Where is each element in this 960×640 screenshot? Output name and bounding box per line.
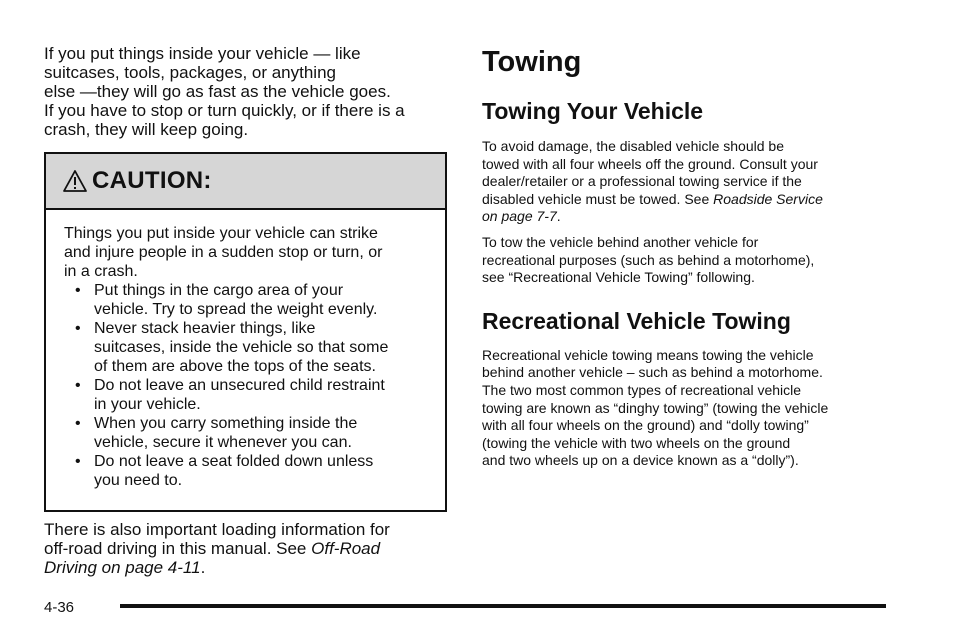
caution-bullet (64, 452, 429, 490)
warning-triangle-icon (62, 169, 88, 193)
para-line (482, 191, 902, 209)
caution-bullet (64, 376, 429, 414)
outro-line (44, 558, 448, 577)
page-title: Towing (482, 46, 582, 78)
para-line: dealer/retailer or a professional towing service if the (482, 173, 802, 190)
para-line: see “Recreational Vehicle Towing” following. (482, 269, 755, 286)
para-line: and two wheels up on a device known as a “dolly”). (482, 452, 799, 469)
para-end: . (556, 208, 561, 225)
outro-end: . (200, 558, 206, 577)
towing-section (482, 44, 902, 470)
para-line: towed with all four wheels off the ground. Consult your (482, 155, 818, 172)
outro-line: There is also important loading information for (44, 520, 390, 539)
bullet-line: Do not leave a seat folded down unless (94, 453, 374, 470)
bullet-line: vehicle. Try to spread the weight evenly. (94, 301, 378, 318)
caution-bullet (64, 281, 429, 319)
para-line: The two most common types of recreational vehicle (482, 381, 802, 398)
para-line: behind another vehicle – such as behind a motorhome. (482, 364, 823, 381)
caution-bullet (64, 414, 429, 452)
intro-line: crash, they will keep going. (44, 120, 249, 139)
para-line: Recreational vehicle towing means towing the vehicle (482, 346, 814, 363)
bullet-dot: • (75, 320, 81, 337)
caution-text-line: and injure people in a sudden stop or turn, or (64, 244, 383, 261)
caution-body (46, 210, 445, 490)
bullet-line: vehicle, secure it whenever you can. (94, 434, 352, 451)
para-line: with all four wheels on the ground) and “dolly towing” (482, 417, 809, 434)
caution-text-line: in a crash. (64, 263, 138, 280)
intro-line: suitcases, tools, packages, or anything (44, 63, 336, 82)
para-line (482, 208, 902, 226)
intro-line: If you put things inside your vehicle — like (44, 44, 361, 63)
off-road-page-reference[interactable]: Driving on page 4-11 (44, 558, 201, 577)
bullet-line: of them are above the tops of the seats. (94, 358, 376, 375)
bullet-line: Do not leave an unsecured child restraint (94, 377, 385, 394)
towing-paragraph-2 (482, 234, 902, 287)
bullet-dot: • (75, 282, 81, 299)
intro-line: If you have to stop or turn quickly, or if there is a (44, 101, 405, 120)
caution-text-line: Things you put inside your vehicle can strike (64, 225, 378, 242)
roadside-service-link[interactable]: Roadside Service (713, 190, 823, 207)
para-line: towing are known as “dinghy towing” (towing the vehicle (482, 399, 829, 416)
para-line: (towing the vehicle with two wheels on the ground (482, 434, 791, 451)
bullet-dot: • (75, 377, 81, 394)
intro-paragraph (44, 44, 448, 139)
bullet-line: in your vehicle. (94, 396, 201, 413)
para-line: To tow the vehicle behind another vehicle for (482, 233, 759, 250)
para-line: recreational purposes (such as behind a motorhome), (482, 251, 815, 268)
caution-title: CAUTION: (92, 167, 212, 194)
bullet-dot: • (75, 453, 81, 470)
para-text: disabled vehicle must be towed. See (482, 190, 714, 207)
para-line: To avoid damage, the disabled vehicle should be (482, 138, 784, 154)
outro-line (44, 539, 448, 558)
intro-line: else —they will go as fast as the vehicle goes. (44, 82, 391, 101)
bullet-line: suitcases, inside the vehicle so that some (94, 339, 389, 356)
roadside-page-reference[interactable]: on page 7-7 (482, 208, 557, 225)
loading-info-paragraph (44, 520, 448, 577)
bullet-dot: • (75, 415, 81, 432)
bullet-line: When you carry something inside the (94, 415, 358, 432)
bullet-line: Put things in the cargo area of your (94, 282, 344, 299)
footer-divider (120, 604, 886, 608)
section-heading-towing-your-vehicle: Towing Your Vehicle (482, 98, 704, 124)
outro-text: off-road driving in this manual. See (44, 539, 312, 558)
page-number: 4-36 (44, 599, 75, 616)
bullet-line: you need to. (94, 472, 183, 489)
towing-paragraph-1 (482, 138, 902, 226)
caution-box (44, 152, 447, 512)
caution-header (46, 154, 445, 210)
caution-bullet (64, 319, 429, 376)
bullet-line: Never stack heavier things, like (94, 320, 316, 337)
recreational-towing-paragraph (482, 347, 902, 470)
off-road-reference-link[interactable]: Off-Road (311, 539, 381, 558)
section-heading-recreational-vehicle-towing: Recreational Vehicle Towing (482, 307, 791, 334)
